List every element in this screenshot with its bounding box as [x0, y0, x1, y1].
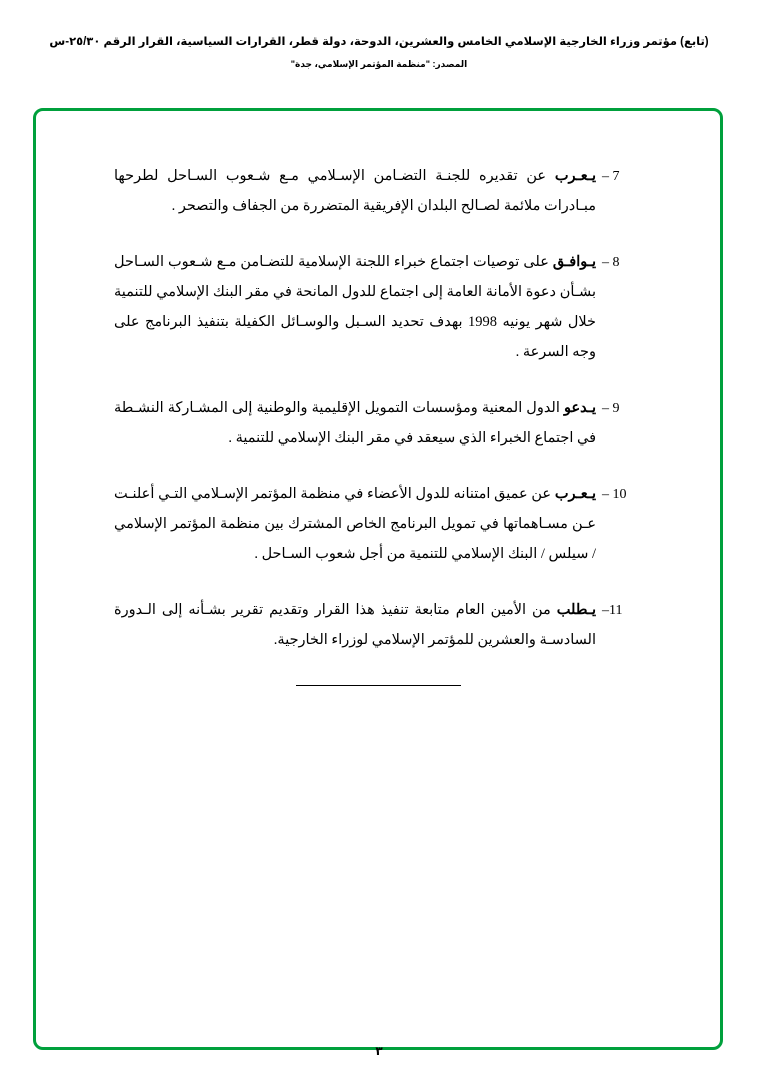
- clause-body-text: عن عميق امتنانه للدول الأعضاء في منظمة المؤتمر الإسـلامي التـي أعلنـت عـن مسـاهماتها في تمويل البرنامج الخاص المشترك بين منظمة المؤتمر الإسلامي / سيلس / البنك الإسلامي للتنمية من أجل شعوب السـاحل .: [114, 486, 596, 562]
- section-divider: [296, 685, 461, 686]
- clause-lead-word: يـدعو: [563, 400, 596, 416]
- clause-list: [114, 161, 642, 686]
- clause-text: [114, 479, 602, 569]
- clause-text: [114, 393, 602, 453]
- clause-number: 11–: [602, 603, 623, 618]
- clause-lead-word: يـوافـق: [552, 254, 596, 270]
- clause-number: 7 –: [602, 169, 620, 184]
- clause-lead-word: يـعـرب: [554, 168, 596, 184]
- clause-number: 9 –: [602, 401, 620, 416]
- header-source-line: المصدر: "منظمة المؤتمر الإسلامي، جدة": [290, 59, 468, 69]
- clause-lead-word: يـطلب: [556, 602, 596, 618]
- clause-number: 8 –: [602, 255, 620, 270]
- clause-body-text: عن تقديره للجنـة التضـامن الإسـلامي مـع شـعوب السـاحل لطرحها مبـادرات ملائمة لصـالح البلدان الإفريقية المتضررة من الجفاف والتصحر .: [114, 168, 596, 214]
- clause-text: [114, 595, 602, 655]
- document-header: [0, 34, 758, 71]
- header-title-line: (تابع) مؤتمر وزراء الخارجية الإسلامي الخامس والعشرين، الدوحة، دولة قطر، القرارات السياسية، القرار الرقم ٢٥/٣٠-س: [49, 36, 709, 48]
- clause-text: [114, 247, 602, 367]
- list-item: [114, 595, 642, 655]
- clause-body-text: على توصيات اجتماع خبراء اللجنة الإسلامية للتضـامن مـع شـعوب السـاحل بشـأن دعوة الأمانة العامة إلى اجتماع للدول المانحة في مقر البنك الإسلامي للتنمية خلال شهر يونيه 1998 بهدف تحديد السـبل والوسـائل الكفيلة بتنفيذ البرنامج على وجه السرعة .: [114, 254, 597, 360]
- list-item: [114, 393, 642, 453]
- clause-number: 10 –: [602, 487, 627, 502]
- list-item: [114, 161, 642, 221]
- clause-body-text: الدول المعنية ومؤسسات التمويل الإقليمية والوطنية إلى المشـاركة النشـطة في اجتماع الخبراء الذي سيعقد في مقر البنك الإسلامي للتنمية .: [114, 400, 596, 446]
- page-number: ٣: [375, 1044, 383, 1058]
- green-page-border: [33, 108, 723, 1050]
- clause-body-text: من الأمين العام متابعة تنفيذ هذا القرار وتقديم تقرير بشـأنه إلى الـدورة السادسـة والعشرين للمؤتمر الإسلامي لوزراء الخارجية.: [114, 602, 596, 648]
- clause-lead-word: يـعـرب: [554, 486, 596, 502]
- list-item: [114, 247, 642, 367]
- list-item: [114, 479, 642, 569]
- clause-text: [114, 161, 602, 221]
